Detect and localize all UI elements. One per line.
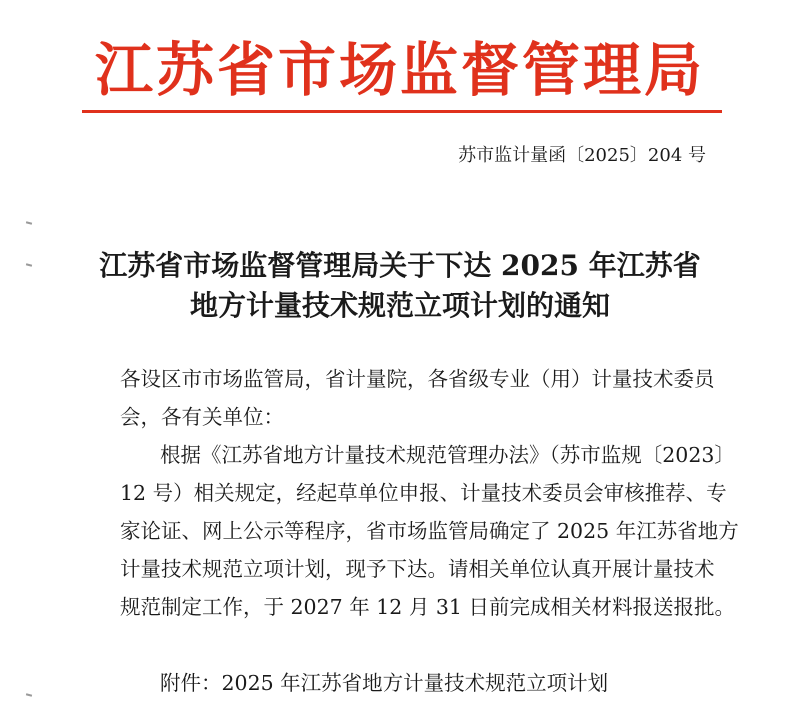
attachment-line: 附件：2025 年江苏省地方计量技术规范立项计划 [160,671,609,695]
scan-mark [26,221,32,224]
notice-title-line-1: 江苏省市场监督管理局关于下达 2025 年江苏省 [99,249,701,282]
document-number: 苏市监计量函〔2025〕204 号 [458,145,706,166]
paragraph-line-5: 规范制定工作，于 2027 年 12 月 31 日前完成相关材料报送报批。 [120,595,735,619]
scan-mark [26,693,32,696]
paragraph-line-3: 家论证、网上公示等程序，省市场监管局确定了 2025 年江苏省地方 [120,519,739,543]
paragraph-line-4: 计量技术规范立项计划，现予下达。请相关单位认真开展计量技术 [120,557,715,581]
notice-title-line-2: 地方计量技术规范立项计划的通知 [189,289,610,322]
addressee-line-1: 各设区市市场监管局，省计量院，各省级专业（用）计量技术委员 [120,367,715,391]
paragraph-line-2: 12 号）相关规定，经起草单位申报、计量技术委员会审核推荐、专 [120,481,727,505]
letterhead-title: 江苏省市场监督管理局 [94,36,705,104]
addressee-line-2: 会，各有关单位： [120,405,284,429]
letterhead-red-rule [82,110,722,113]
paragraph-line-1: 根据《江苏省地方计量技术规范管理办法》（苏市监规〔2023〕 [160,443,735,467]
